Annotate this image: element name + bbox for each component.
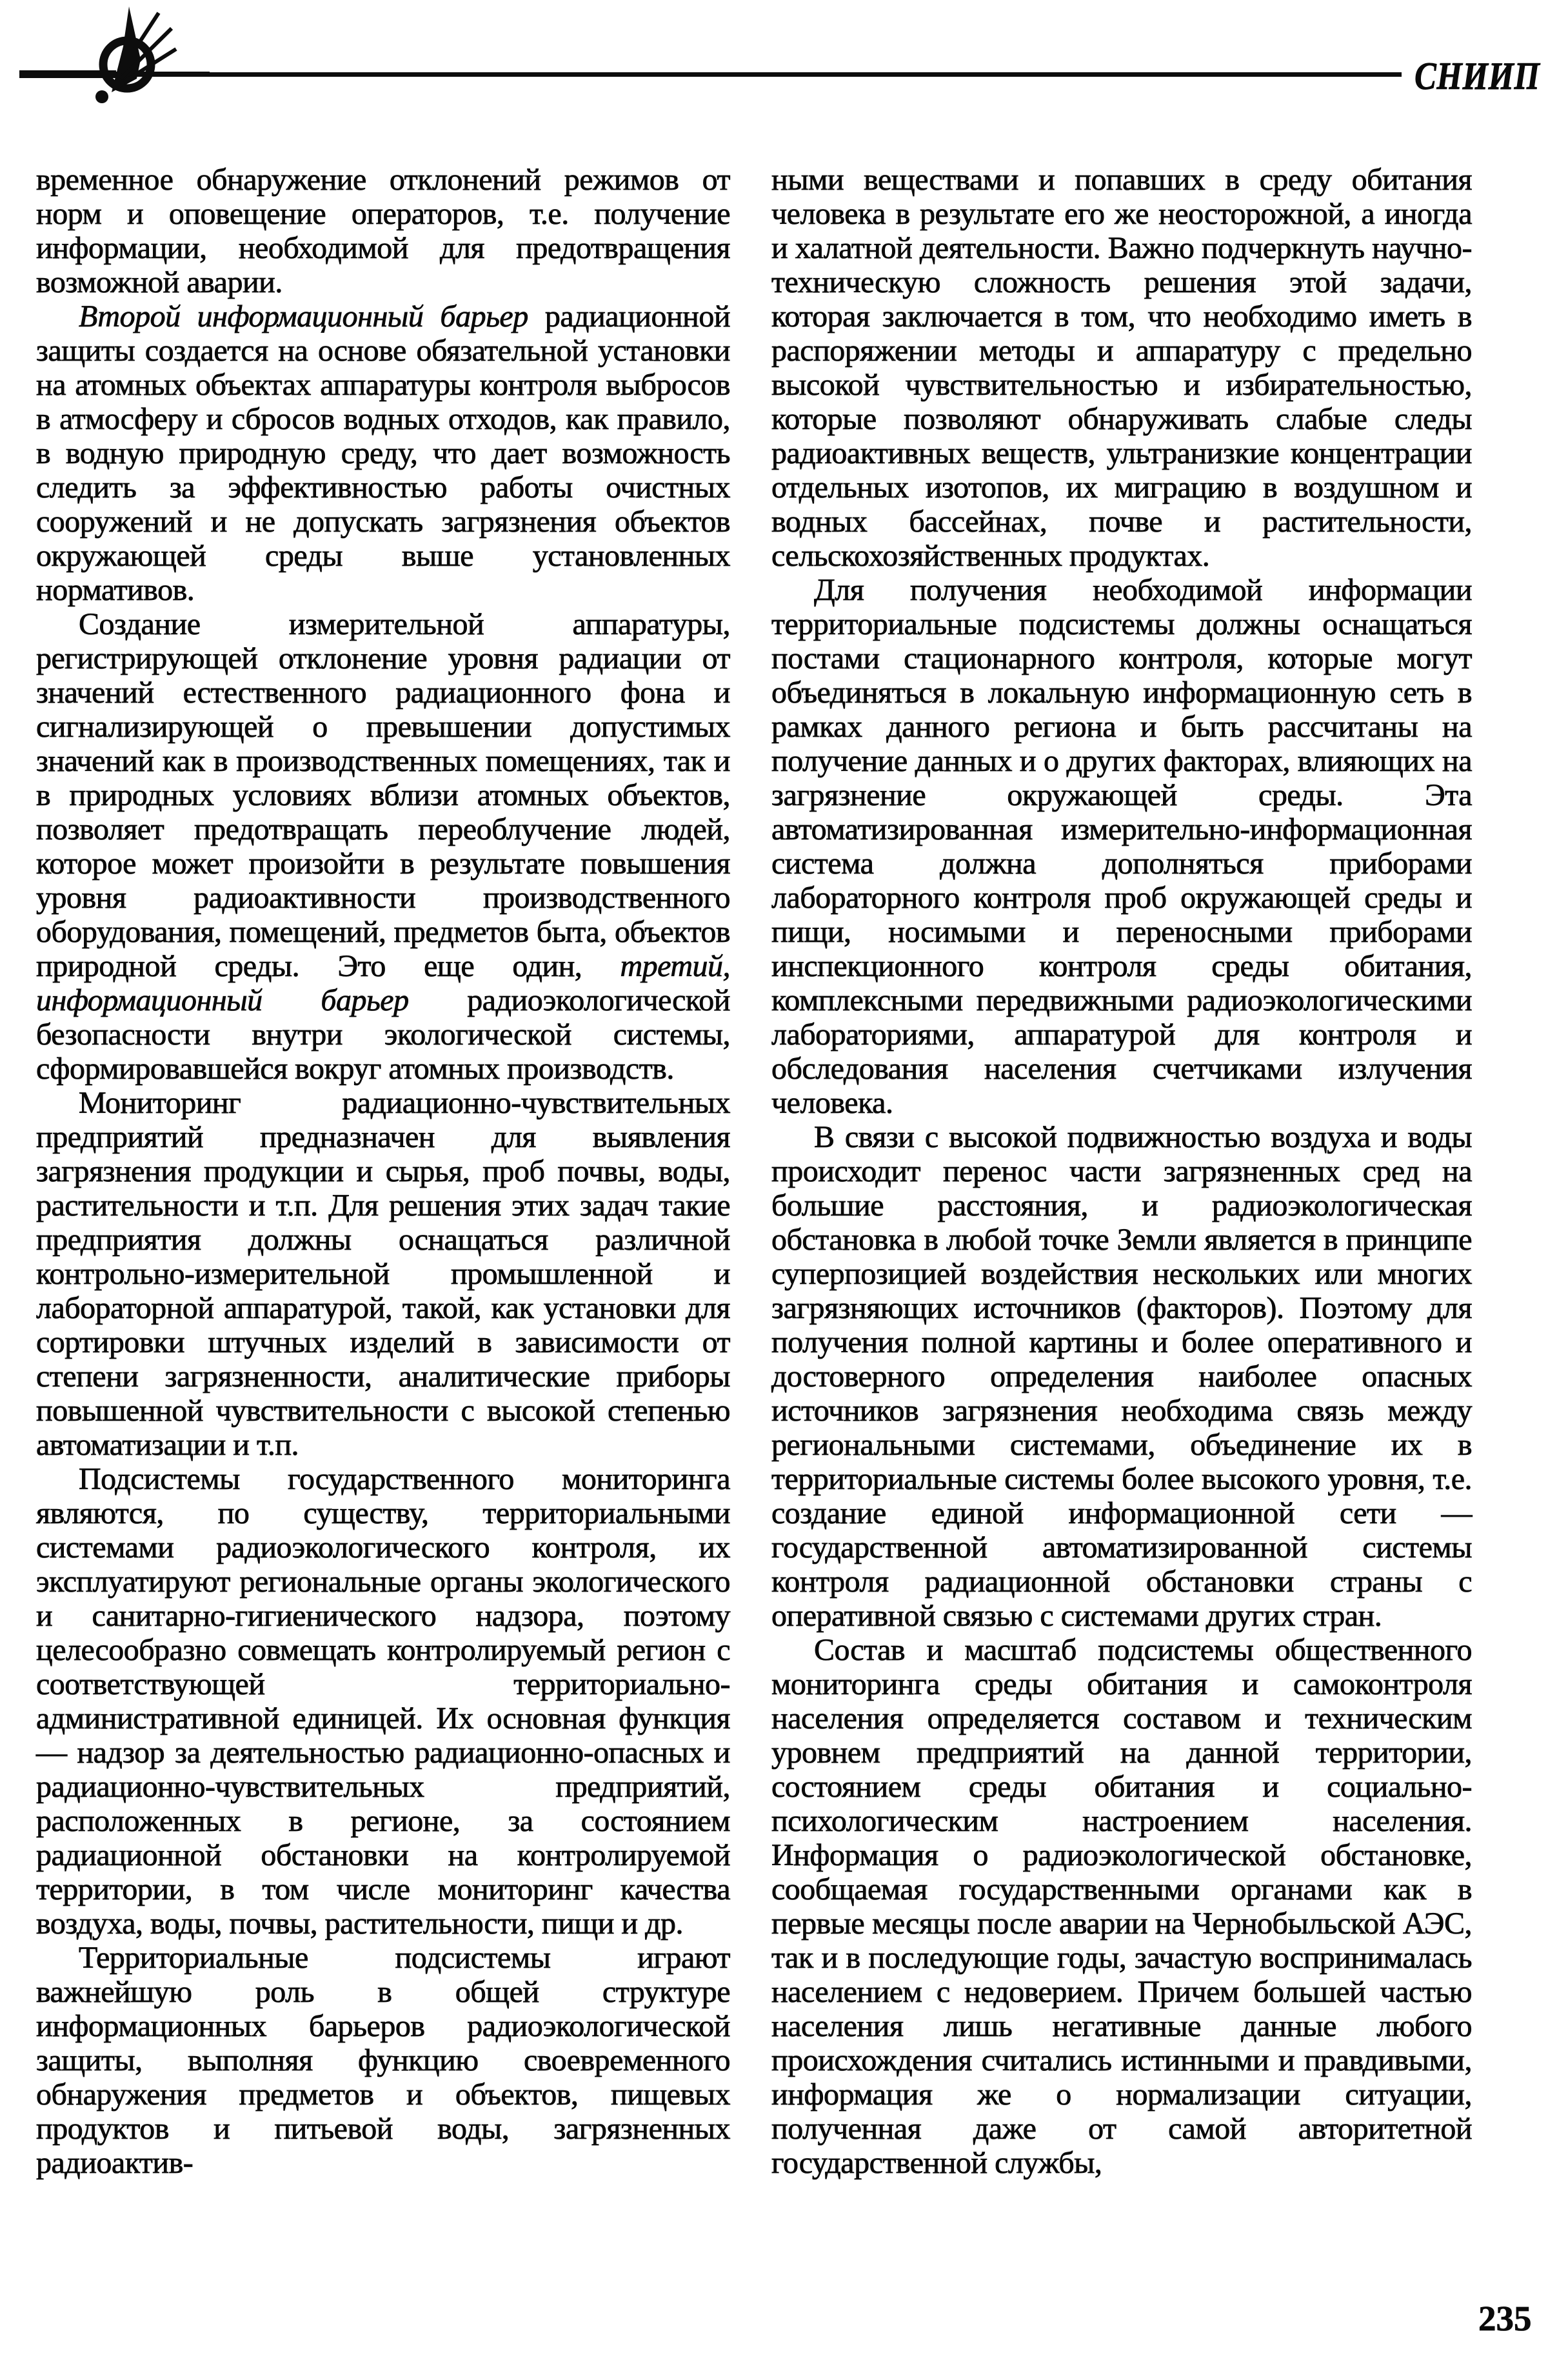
- paragraph: [36, 1941, 730, 2180]
- text-run: Состав и масштаб подсистемы общественного мониторинга среды обитания и самоконтроля населения определяется составом и техническим уровнем предприятий на данной территории, состоянием среды обитания и социально-психологическим настроением населения. Информация о радиоэкологической обстановке, сообщаемая государственными органами как в первые месяцы после аварии на Чернобыльской АЭС, так и в последующие годы, зачастую воспринималась населением с недоверием. Причем большей частью населения лишь негативные данные любого происхождения считались истинными и правдивыми, информация же о нормализации ситуации, полученная даже от самой авторитетной государственной службы,: [771, 1633, 1472, 2180]
- paragraph: [36, 1462, 730, 1941]
- text-run: Подсистемы государственного мониторинга являются, по существу, территориальными системами радиоэкологического контроля, их эксплуатируют региональные органы экологического и санитарно-гигиенического надзора, поэтому целесообразно совмещать контролируемый регион с соответствующей территориально-административной единицей. Их основная функция — надзор за деятельностью радиационно-опасных и радиационно-чувствительных предприятий, расположенных в регионе, за состоянием радиационной обстановки на контролируемой территории, в том числе мониторинг качества воздуха, воды, почвы, растительности, пищи и др.: [36, 1462, 730, 1941]
- text-run: Для получения необходимой информации территориальные подсистемы должны оснащаться постами стационарного контроля, которые могут объединяться в локальную информационную сеть в рамках данного региона и быть рассчитаны на получение данных и о других факторах, влияющих на загрязнение окружающей среды. Эта автоматизированная измерительно-информационная система должна дополняться приборами лабораторного контроля проб окружающей среды и пищи, носимыми и переносными приборами инспекционного контроля среды обитания, комплексными передвижными радиоэкологическими лабораториями, аппаратурой для контроля и обследования населения счетчиками излучения человека.: [771, 573, 1472, 1120]
- right-column: [771, 163, 1472, 2180]
- text-run: Создание измерительной аппаратуры, регистрирующей отклонение уровня радиации от значений естественного радиационного фона и сигнализирующей о превышении допустимых значений как в производственных помещениях, так и в природных условиях вблизи атомных объектов, позволяет предотвращать переоблучение людей, которое может произойти в результате повышения уровня радиоактивности производственного оборудования, помещений, предметов быта, объектов природной среды. Это еще один,: [36, 607, 730, 983]
- header-rule: [210, 72, 1402, 77]
- left-column: [36, 163, 730, 2180]
- paragraph: [36, 299, 730, 607]
- text-run: Территориальные подсистемы играют важнейшую роль в общей структуре информационных барьеров радиоэкологической защиты, выполняя функцию своевременного обнаружения предметов и объектов, пищевых продуктов и питьевой воды, загрязненных радиоактив-: [36, 1941, 730, 2180]
- sniip-logo-icon: [10, 0, 210, 119]
- text-run: временное обнаружение отклонений режимов от норм и оповещение операторов, т.е. получение информации, необходимой для предотвращения возможной аварии.: [36, 163, 730, 299]
- paragraph: [771, 163, 1472, 573]
- page-number: 235: [1478, 2299, 1532, 2338]
- header-brand: СНИИП: [1414, 55, 1540, 97]
- text-run: Мониторинг радиационно-чувствительных предприятий предназначен для выявления загрязнения продукции и сырья, проб почвы, воды, растительности и т.п. Для решения этих задач такие предприятия должны оснащаться различной контрольно-измерительной промышленной и лабораторной аппаратурой, такой, как установки для сортировки штучных изделий в зависимости от степени загрязненности, аналитические приборы повышенной чувствительности с высокой степенью автоматизации и т.п.: [36, 1086, 730, 1462]
- paragraph: [771, 1120, 1472, 1633]
- text-run: В связи с высокой подвижностью воздуха и воды происходит перенос части загрязненных сред на большие расстояния, и радиоэкологическая обстановка в любой точке Земли является в принципе суперпозицией воздействия нескольких или многих загрязняющих источников (факторов). Поэтому для получения полной картины и более оперативного и достоверного определения наиболее опасных источников загрязнения необходима связь между региональными системами, объединение их в территориальные системы более высокого уровня, т.е. создание единой информационной сети — государственной автоматизированной системы контроля радиационной обстановки страны с оперативной связью с системами других стран.: [771, 1120, 1472, 1633]
- paragraph: [36, 1086, 730, 1462]
- text-run: радиационной защиты создается на основе обязательной установки на атомных объектах аппаратуры контроля выбросов в атмосферу и сбросов водных отходов, как правило, в водную природную среду, что дает возможность следить за эффективностью работы очистных сооружений и не допускать загрязнения объектов окружающей среды выше установленных нормативов.: [36, 299, 731, 607]
- text-run: радиоэкологической безопасности внутри экологической системы, сформировавшейся вокруг атомных производств.: [36, 983, 730, 1086]
- text-run: ными веществами и попавших в среду обитания человека в результате его же неосторожной, а иногда и халатной деятельности. Важно подчеркнуть научно-техническую сложность решения этой задачи, которая заключается в том, что необходимо иметь в распоряжении методы и аппаратуру с предельно высокой чувствительностью и избирательностью, которые позволяют обнаруживать слабые следы радиоактивных веществ, ультранизкие концентрации отдельных изотопов, их миграцию в воздушном и водных бассейнах, почве и растительности, сельскохозяйственных продуктах.: [771, 163, 1472, 573]
- paragraph: [771, 573, 1472, 1120]
- paragraph: [771, 1633, 1472, 2180]
- italic-text-run: Второй информационный барьер: [79, 299, 528, 334]
- paragraph: [36, 163, 730, 299]
- paragraph: [36, 607, 730, 1086]
- italic-text-run: третий, информационный барьер: [36, 949, 730, 1017]
